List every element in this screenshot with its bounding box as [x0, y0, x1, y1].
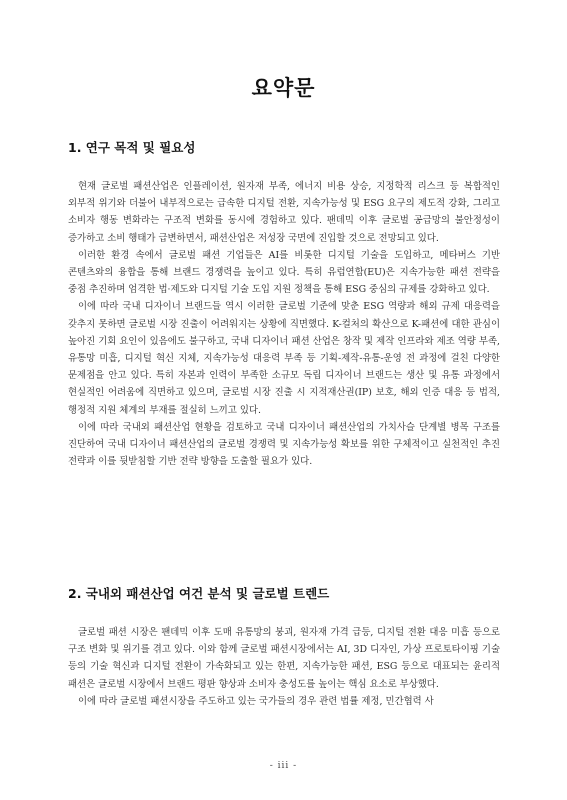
page-number: - iii -	[269, 761, 298, 771]
section-body-1	[68, 178, 500, 470]
page-title: 요약문	[251, 76, 316, 100]
paragraph: 이러한 환경 속에서 글로벌 패션 기업들은 AI를 비롯한 디지털 기술을 도입하고, 메타버스 기반 콘텐츠와의 융합을 통해 브랜드 경쟁력을 높이고 있다. 특히 유럽연합(EU)은 지속가능한 패션 전략을 중점 추진하며 엄격한 법·제도와 디지털 기술 도입 지원 정책을 통해 ESG 중심의 규제를 강화하고 있다.	[68, 249, 500, 296]
paragraph: 이에 따라 국내 디자이너 브랜드들 역시 이러한 글로벌 기준에 맞춘 ESG 역량과 해외 규제 대응력을 갖추지 못하면 글로벌 시장 진출이 어려워지는 상황에 직면했다. K-컬처의 확산으로 K-패션에 대한 관심이 높아진 기회 요인이 있음에도 불구하고, 국내 디자이너 패션 산업은 창작 및 제작 인프라와 제조 역량 부족, 유통망 미흡, 디지털 혁신 지체, 지속가능성 대응력 부족 등 기획-제작-유통-운영 전 과정에 걸친 다양한 문제점을 안고 있다. 특히 자본과 인력이 부족한 소규모 독립 디자이너 브랜드는 생산 및 유통 과정에서 현실적인 어려움에 직면하고 있으며, 글로벌 시장 진출 시 지적재산권(IP) 보호, 해외 인증 대응 등 법적, 행정적 지원 체계의 부재를 절실히 느끼고 있다.	[68, 301, 500, 416]
paragraph: 현재 글로벌 패션산업은 인플레이션, 원자재 부족, 에너지 비용 상승, 지정학적 리스크 등 복합적인 외부적 위기와 더불어 내부적으로는 급속한 디지털 전환, 지속가능성 및 ESG 요구의 제도적 강화, 그리고 소비자 행동 변화라는 구조적 변화를 동시에 경험하고 있다. 팬데믹 이후 글로벌 공급망의 불안정성이 증가하고 소비 행태가 급변하면서, 패션산업은 저성장 국면에 진입할 것으로 전망되고 있다.	[68, 181, 500, 244]
section-body-2	[68, 624, 500, 710]
paragraph: 이에 따라 국내외 패션산업 현황을 검토하고 국내 디자이너 패션산업의 가치사슬 단계별 병목 구조를 진단하여 국내 디자이너 패션산업의 글로벌 경쟁력 및 지속가능성 확보를 위한 구체적이고 실천적인 추진 전략과 이를 뒷받침할 기반 전략 방향을 도출할 필요가 있다.	[68, 421, 500, 468]
section-heading-1: 1. 연구 목적 및 필요성	[68, 140, 196, 155]
paragraph: 글로벌 패션 시장은 팬데믹 이후 도매 유통망의 붕괴, 원자재 가격 급등, 디지털 전환 대응 미흡 등으로 구조 변화 및 위기를 겪고 있다. 이와 함께 글로벌 패션시장에서는 AI, 3D 디자인, 가상 프로토타이핑 기술 등의 기술 혁신과 디지털 전환이 가속화되고 있는 한편, 지속가능한 패션, ESG 등으로 대표되는 윤리적 패션은 글로벌 시장에서 브랜드 평판 향상과 소비자 충성도를 높이는 핵심 요소로 부상했다.	[68, 627, 500, 690]
section-heading-2: 2. 국내외 패션산업 여건 분석 및 글로벌 트렌드	[68, 586, 330, 601]
paragraph: 이에 따라 글로벌 패션시장을 주도하고 있는 국가들의 경우 관련 법률 제정, 민간협력 사	[78, 695, 434, 707]
